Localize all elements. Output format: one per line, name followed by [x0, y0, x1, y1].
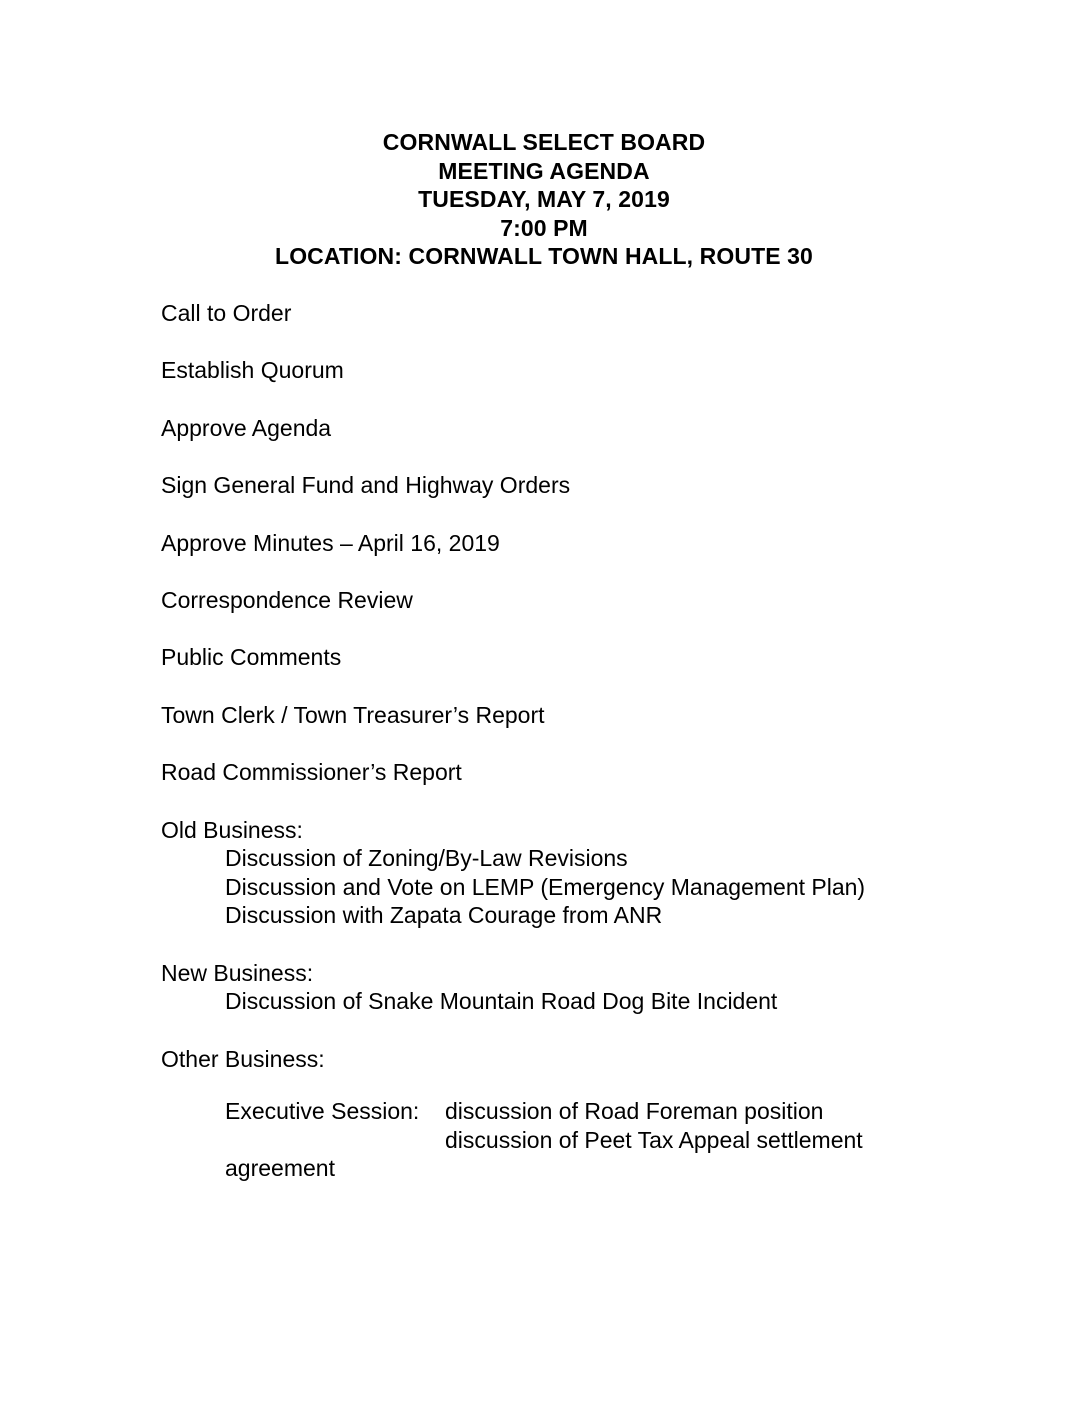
executive-session-row [161, 1097, 1041, 1126]
old-business-item: Discussion and Vote on LEMP (Emergency Management Plan) [225, 873, 866, 900]
old-business-item: Discussion with Zapata Courage from ANR [225, 902, 663, 929]
new-business-section [161, 959, 1041, 1016]
agenda-item-public-comments: Public Comments [161, 644, 342, 671]
executive-session-row [161, 1126, 1041, 1155]
executive-session-topic: discussion of Road Foreman position [445, 1098, 824, 1125]
document-header [0, 128, 1088, 271]
section-heading: New Business: [161, 959, 314, 986]
other-business-section [161, 1045, 1041, 1183]
agenda-list [161, 299, 1041, 1183]
agenda-item-approve-minutes: Approve Minutes – April 16, 2019 [161, 529, 500, 556]
executive-session-label: Executive Session: [225, 1098, 420, 1125]
meeting-location: LOCATION: CORNWALL TOWN HALL, ROUTE 30 [275, 243, 813, 269]
section-heading: Old Business: [161, 816, 303, 843]
section-heading: Other Business: [161, 1045, 325, 1072]
executive-session-continuation: agreement [225, 1155, 335, 1182]
executive-session-row [161, 1154, 1041, 1183]
agenda-item-sign-orders: Sign General Fund and Highway Orders [161, 472, 571, 499]
agenda-item-correspondence: Correspondence Review [161, 586, 413, 613]
agenda-item-clerk-report: Town Clerk / Town Treasurer’s Report [161, 701, 545, 728]
old-business-section [161, 816, 1041, 930]
old-business-item: Discussion of Zoning/By-Law Revisions [225, 845, 628, 872]
executive-session-topic: discussion of Peet Tax Appeal settlement [445, 1126, 863, 1153]
board-name: CORNWALL SELECT BOARD [382, 129, 706, 155]
meeting-time: 7:00 PM [500, 214, 588, 241]
new-business-item: Discussion of Snake Mountain Road Dog Bite Incident [225, 988, 778, 1015]
document-title: MEETING AGENDA [438, 157, 650, 184]
agenda-item-call-to-order: Call to Order [161, 300, 292, 326]
meeting-date: TUESDAY, MAY 7, 2019 [418, 186, 670, 212]
agenda-item-road-report: Road Commissioner’s Report [161, 759, 462, 786]
agenda-item-establish-quorum: Establish Quorum [161, 357, 344, 384]
agenda-item-approve-agenda: Approve Agenda [161, 414, 332, 441]
